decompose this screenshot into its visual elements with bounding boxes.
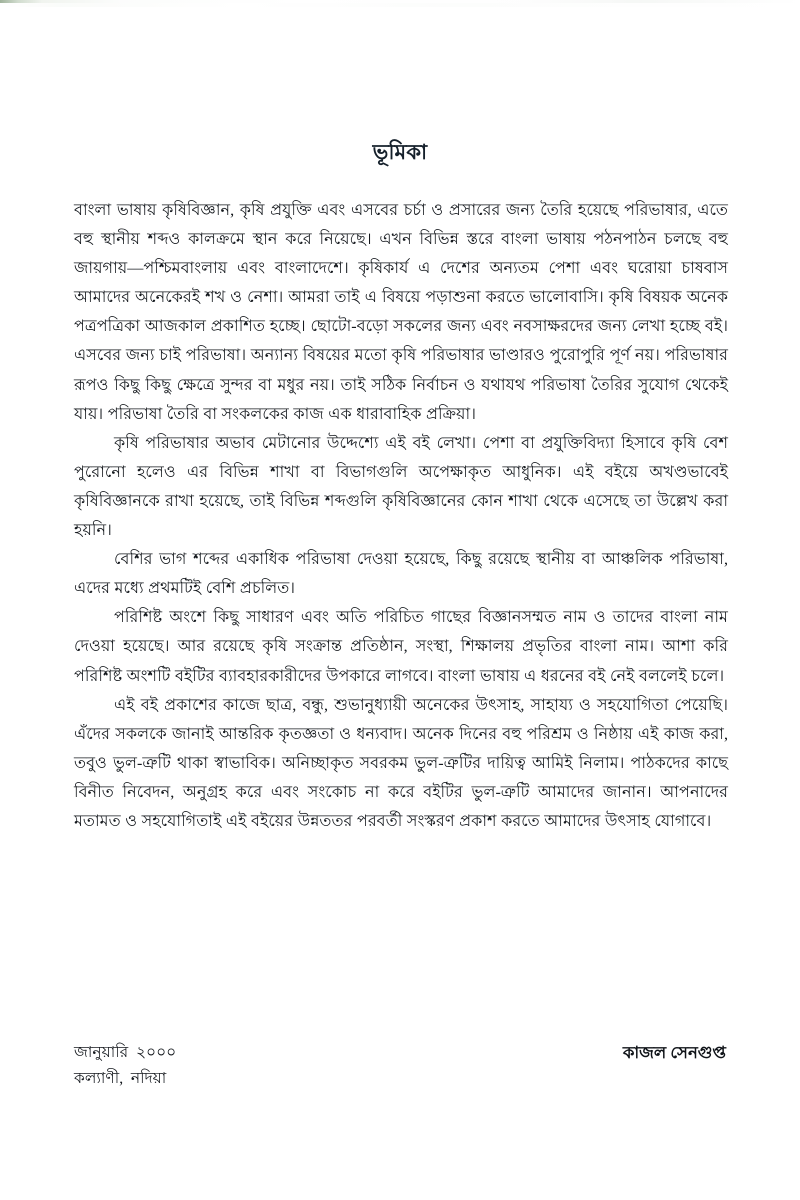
signature-dateline	[74, 1040, 176, 1092]
document-body	[74, 196, 728, 836]
signature-place: কল্যাণী, নদিয়া	[74, 1070, 167, 1087]
page-title: ভূমিকা	[372, 140, 428, 165]
paragraph-3: বেশির ভাগ শব্দের একাধিক পরিভাষা দেওয়া হয়েছে, কিছু রয়েছে স্থানীয় বা আঞ্চলিক পরিভাষা, এদের মধ্যে প্রথমটিই বেশি প্রচলিত।	[74, 551, 728, 598]
paragraph-5: এই বই প্রকাশের কাজে ছাত্র, বন্ধু, শুভানুধ্যায়ী অনেকের উৎসাহ, সাহায্য ও সহযোগিতা পেয়েছি। এঁদের সকলকে জানাই আন্তরিক কৃতজ্ঞতা ও ধন্যবাদ। অনেক দিনের বহু পরিশ্রম ও নিষ্ঠায় এই কাজ করা, তবুও ভুল-ত্রুটি থাকা স্বাভাবিক। অনিচ্ছাকৃত সবরকম ভুল-ত্রুটির দায়িত্ব আমিই নিলাম। পাঠকদের কাছে বিনীত নিবেদন, অনুগ্রহ করে এবং সংকোচ না করে বইটির ভুল-ত্রুটি আমাদের জানান। আপনাদের মতামত ও সহযোগিতাই এই বইয়ের উন্নততর পরবর্তী সংস্করণ প্রকাশ করতে আমাদের উৎসাহ যোগাবে।	[74, 696, 728, 830]
signature-block	[74, 1040, 728, 1092]
signature-author: কাজল সেনগুপ্ত	[622, 1043, 726, 1062]
signature-date: জানুয়ারি ২০০০	[74, 1044, 177, 1061]
paragraph-2: কৃষি পরিভাষার অভাব মেটানোর উদ্দেশ্যে এই বই লেখা। পেশা বা প্রযুক্তিবিদ্যা হিসাবে কৃষি বেশ পুরোনো হলেও এর বিভিন্ন শাখা বা বিভাগগুলি অপেক্ষাকৃত আধুনিক। এই বইয়ে অখণ্ডভাবেই কৃষিবিজ্ঞানকে রাখা হয়েছে, তাই বিভিন্ন শব্দগুলি কৃষিবিজ্ঞানের কোন শাখা থেকে এসেছে তা উল্লেখ করা হয়নি।	[74, 434, 728, 540]
paragraph-1: বাংলা ভাষায় কৃষিবিজ্ঞান, কৃষি প্রযুক্তি এবং এসবের চর্চা ও প্রসারের জন্য তৈরি হয়েছে পরিভাষার, এতে বহু স্থানীয় শব্দও কালক্রমে স্থান করে নিয়েছে। এখন বিভিন্ন স্তরে বাংলা ভাষায় পঠনপাঠন চলছে বহু জায়গায়—পশ্চিমবাংলায় এবং বাংলাদেশে। কৃষিকার্য এ দেশের অন্যতম পেশা এবং ঘরোয়া চাষবাস আমাদের অনেকেরই শখ ও নেশা। আমরা তাই এ বিষয়ে পড়াশুনা করতে ভালোবাসি। কৃষি বিষয়ক অনেক পত্রপত্রিকা আজকাল প্রকাশিত হচ্ছে। ছোটো-বড়ো সকলের জন্য এবং নবসাক্ষরদের জন্য লেখা হচ্ছে বই। এসবের জন্য চাই পরিভাষা। অন্যান্য বিষয়ের মতো কৃষি পরিভাষার ভাণ্ডারও পুরোপুরি পূর্ণ নয়। পরিভাষার রূপও কিছু কিছু ক্ষেত্রে সুন্দর বা মধুর নয়। তাই সঠিক নির্বাচন ও যথাযথ পরিভাষা তৈরির সুযোগ থেকেই যায়। পরিভাষা তৈরি বা সংকলকের কাজ এক ধারাবাহিক প্রক্রিয়া।	[74, 202, 728, 423]
paragraph-4: পরিশিষ্ট অংশে কিছু সাধারণ এবং অতি পরিচিত গাছের বিজ্ঞানসম্মত নাম ও তাদের বাংলা নাম দেওয়া হয়েছে। আর রয়েছে কৃষি সংক্রান্ত প্রতিষ্ঠান, সংস্থা, শিক্ষালয় প্রভৃতির বাংলা নাম। আশা করি পরিশিষ্ট অংশটি বইটির ব্যাবহারকারীদের উপকারে লাগবে। বাংলা ভাষায় এ ধরনের বই নেই বললেই চলে।	[74, 609, 728, 685]
